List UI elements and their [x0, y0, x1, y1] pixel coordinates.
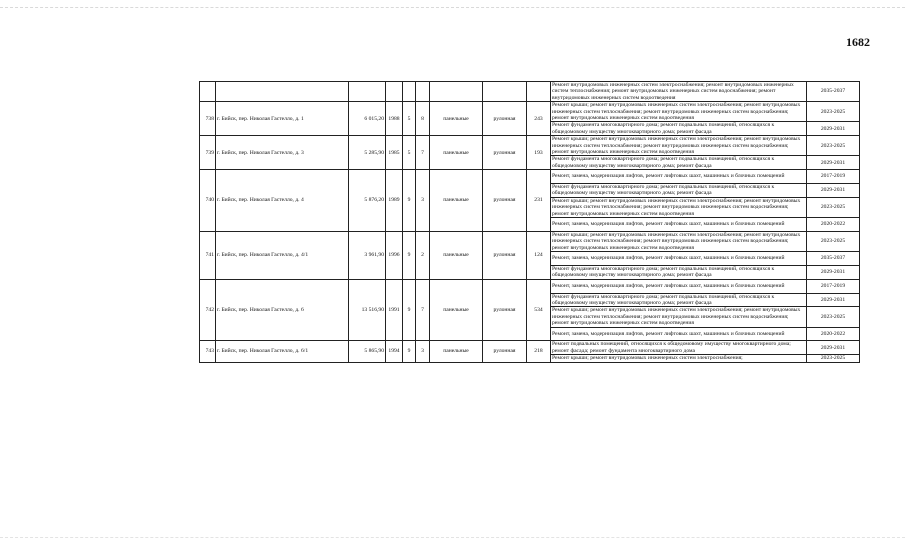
building-number-cell: 743: [200, 341, 216, 362]
work-description-cell: Ремонт крыши; ремонт внутридомовых инженерных систем электроснабжения; ремонт внутридомовых инженерных систем теплоснабжения; ремонт внутридомовых инженерных систем водоснабжения; ремонт внутридомовых инженерных систем водоотведения: [551, 102, 807, 122]
work-period-cell: 2023-2025: [807, 136, 860, 156]
walls-material-cell: панельные: [430, 231, 483, 279]
work-description-cell: Ремонт, замена, модернизация лифтов, ремонт лифтовых шахт, машинных и блочных помещений: [551, 218, 807, 232]
walls-material-cell: панельные: [430, 102, 483, 136]
year-cell: 1991: [386, 279, 403, 341]
work-description-cell: Ремонт крыши; ремонт внутридомовых инженерных систем электроснабжения; ремонт внутридомовых инженерных систем теплоснабжения; ремонт внутридомовых инженерных систем водоснабжения; ремонт внутридомовых инженерных систем водоотведения: [551, 231, 807, 251]
roof-type-cell: рулонная: [483, 102, 527, 136]
roof-type-cell: рулонная: [483, 341, 527, 362]
entrances-cell: [416, 82, 430, 102]
work-period-cell: 2017-2019: [807, 170, 860, 184]
table-row: [200, 279, 860, 293]
building-number-cell: 742: [200, 279, 216, 341]
residents-cell: [527, 82, 551, 102]
entrances-cell: 2: [416, 231, 430, 279]
work-period-cell: 2017-2019: [807, 279, 860, 293]
roof-type-cell: рулонная: [483, 279, 527, 341]
entrances-cell: 8: [416, 102, 430, 136]
entrances-cell: 3: [416, 170, 430, 232]
area-cell: 5 865,90: [349, 341, 386, 362]
work-description-cell: Ремонт, замена, модернизация лифтов, ремонт лифтовых шахт, машинных и блочных помещений: [551, 327, 807, 341]
residents-cell: 193: [527, 136, 551, 170]
floors-cell: 9: [403, 170, 416, 232]
work-description-cell: Ремонт подвальных помещений, относящихся к общедомовому имуществу многоквартирного дома; ремонт фасада; ремонт фундамента многоквартирного дома: [551, 341, 807, 355]
year-cell: 1985: [386, 136, 403, 170]
address-cell: [216, 82, 349, 102]
work-description-cell: Ремонт внутридомовых инженерных систем электроснабжения; ремонт внутридомовых инженерных систем теплоснабжения; ремонт внутридомовых инженерных систем водоснабжения; ремонт внутридомовых инженерных систем водоотведения: [551, 82, 807, 102]
work-description-cell: Ремонт крыши; ремонт внутридомовых инженерных систем электроснабжения; ремонт внутридомовых инженерных систем теплоснабжения; ремонт внутридомовых инженерных систем водоснабжения; ремонт внутридомовых инженерных систем водоотведения: [551, 197, 807, 217]
residents-cell: 534: [527, 279, 551, 341]
entrances-cell: 7: [416, 136, 430, 170]
work-period-cell: 2023-2025: [807, 355, 860, 362]
scan-edge-top: [0, 7, 905, 8]
work-period-cell: 2035-2037: [807, 252, 860, 266]
entrances-cell: 7: [416, 279, 430, 341]
roof-type-cell: рулонная: [483, 231, 527, 279]
work-description-cell: Ремонт крыши; ремонт внутридомовых инженерных систем электроснабжения;: [551, 355, 807, 362]
area-cell: 13 516,90: [349, 279, 386, 341]
building-number-cell: 739: [200, 136, 216, 170]
area-cell: 3 961,90: [349, 231, 386, 279]
work-period-cell: 2029-2031: [807, 184, 860, 198]
work-period-cell: 2029-2031: [807, 293, 860, 307]
table-row: [200, 231, 860, 251]
year-cell: 1996: [386, 231, 403, 279]
residents-cell: 218: [527, 341, 551, 362]
area-cell: 5 876,20: [349, 170, 386, 232]
table-row: [200, 102, 860, 122]
year-cell: 1994: [386, 341, 403, 362]
address-cell: г. Бийск, пер. Николая Гастелло, д. 1: [216, 102, 349, 136]
building-number-cell: 738: [200, 102, 216, 136]
address-cell: г. Бийск, пер. Николая Гастелло, д. 4: [216, 170, 349, 232]
area-cell: 5 285,90: [349, 136, 386, 170]
walls-material-cell: [430, 82, 483, 102]
floors-cell: 5: [403, 136, 416, 170]
floors-cell: 5: [403, 102, 416, 136]
scan-edge-bottom: [0, 537, 905, 538]
roof-type-cell: [483, 82, 527, 102]
building-number-cell: 741: [200, 231, 216, 279]
work-period-cell: 2029-2031: [807, 156, 860, 170]
work-description-cell: Ремонт фундамента многоквартирного дома; ремонт подвальных помещений, относящихся к общедомовому имуществу многоквартирного дома; ремонт фасада: [551, 184, 807, 198]
work-description-cell: Ремонт фундамента многоквартирного дома; ремонт подвальных помещений, относящихся к общедомовому имуществу многоквартирного дома; ремонт фасада: [551, 293, 807, 307]
table-row: [200, 170, 860, 184]
roof-type-cell: рулонная: [483, 136, 527, 170]
building-number-cell: 740: [200, 170, 216, 232]
walls-material-cell: панельные: [430, 170, 483, 232]
work-period-cell: 2020-2022: [807, 327, 860, 341]
work-period-cell: 2023-2025: [807, 102, 860, 122]
work-description-cell: Ремонт фундамента многоквартирного дома; ремонт подвальных помещений, относящихся к общедомовому имуществу многоквартирного дома; ремонт фасада: [551, 265, 807, 279]
work-period-cell: 2029-2031: [807, 265, 860, 279]
address-cell: г. Бийск, пер. Николая Гастелло, д. 6/1: [216, 341, 349, 362]
floors-cell: 9: [403, 231, 416, 279]
work-description-cell: Ремонт, замена, модернизация лифтов, ремонт лифтовых шахт, машинных и блочных помещений: [551, 279, 807, 293]
floors-cell: [403, 82, 416, 102]
area-cell: [349, 82, 386, 102]
roof-type-cell: рулонная: [483, 170, 527, 232]
entrances-cell: 3: [416, 341, 430, 362]
work-description-cell: Ремонт, замена, модернизация лифтов, ремонт лифтовых шахт, машинных и блочных помещений: [551, 252, 807, 266]
repair-schedule-table: [199, 81, 860, 363]
walls-material-cell: панельные: [430, 136, 483, 170]
table-row: [200, 341, 860, 355]
work-period-cell: 2023-2025: [807, 231, 860, 251]
table-row: [200, 136, 860, 156]
work-period-cell: 2035-2037: [807, 82, 860, 102]
work-period-cell: 2020-2022: [807, 218, 860, 232]
building-number-cell: [200, 82, 216, 102]
work-description-cell: Ремонт крыши; ремонт внутридомовых инженерных систем электроснабжения; ремонт внутридомовых инженерных систем теплоснабжения; ремонт внутридомовых инженерных систем водоснабжения; ремонт внутридомовых инженерных систем водоотведения: [551, 307, 807, 327]
year-cell: 1989: [386, 170, 403, 232]
walls-material-cell: панельные: [430, 341, 483, 362]
floors-cell: 9: [403, 341, 416, 362]
year-cell: 1988: [386, 102, 403, 136]
floors-cell: 9: [403, 279, 416, 341]
work-description-cell: Ремонт фундамента многоквартирного дома; ремонт подвальных помещений, относящихся к общедомовому имуществу многоквартирного дома; ремонт фасада: [551, 156, 807, 170]
work-period-cell: 2029-2031: [807, 341, 860, 355]
work-description-cell: Ремонт фундамента многоквартирного дома; ремонт подвальных помещений, относящихся к общедомовому имуществу многоквартирного дома; ремонт фасада: [551, 122, 807, 136]
walls-material-cell: панельные: [430, 279, 483, 341]
page-number: 1682: [846, 35, 870, 49]
table-row: [200, 82, 860, 102]
address-cell: г. Бийск, пер. Николая Гастелло, д. 4/1: [216, 231, 349, 279]
residents-cell: 243: [527, 102, 551, 136]
residents-cell: 124: [527, 231, 551, 279]
address-cell: г. Бийск, пер. Николая Гастелло, д. 3: [216, 136, 349, 170]
work-description-cell: Ремонт крыши; ремонт внутридомовых инженерных систем электроснабжения; ремонт внутридомовых инженерных систем теплоснабжения; ремонт внутридомовых инженерных систем водоснабжения; ремонт внутридомовых инженерных систем водоотведения: [551, 136, 807, 156]
work-period-cell: 2029-2031: [807, 122, 860, 136]
area-cell: 6 015,20: [349, 102, 386, 136]
residents-cell: 231: [527, 170, 551, 232]
work-description-cell: Ремонт, замена, модернизация лифтов, ремонт лифтовых шахт, машинных и блочных помещений: [551, 170, 807, 184]
work-period-cell: 2023-2025: [807, 307, 860, 327]
work-period-cell: 2023-2025: [807, 197, 860, 217]
year-cell: [386, 82, 403, 102]
address-cell: г. Бийск, пер. Николая Гастелло, д. 6: [216, 279, 349, 341]
